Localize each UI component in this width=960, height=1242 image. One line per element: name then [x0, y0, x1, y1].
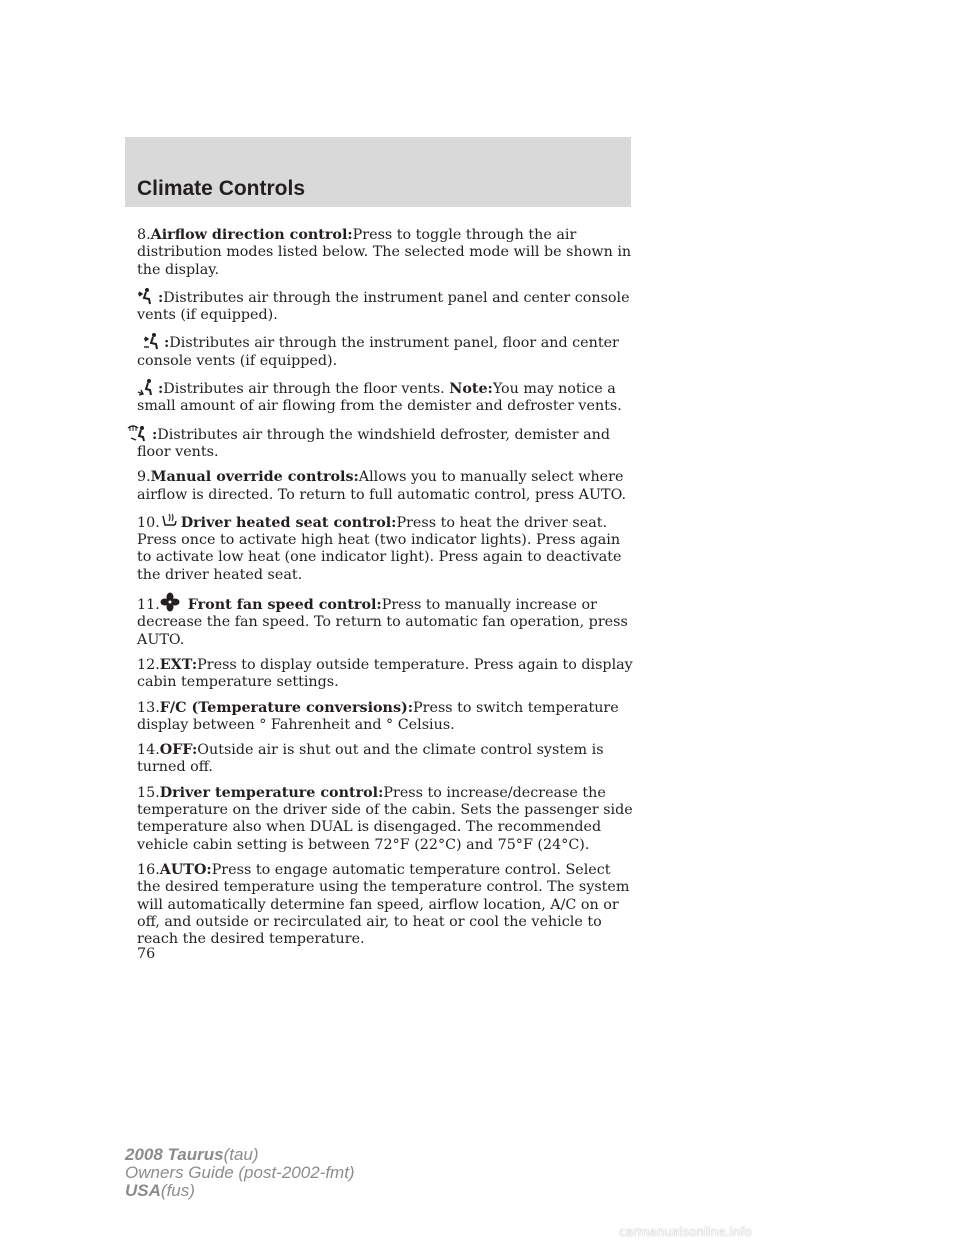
item-text: Outside air is shut out and the climate control system is turned off.: [137, 742, 604, 776]
mode-floor: [137, 378, 633, 416]
item-8: [137, 227, 633, 279]
note-label: Note:: [449, 381, 493, 398]
mode-text: Distributes air through the instrument panel, floor and center console vents (if equipped).: [137, 335, 619, 369]
mode-separator: :: [158, 289, 164, 306]
item-number: 10.: [137, 514, 160, 531]
item-text: Allows you to manually select where airflow is directed. To return to full automatic control, press AUTO.: [137, 469, 626, 503]
mode-separator: :: [158, 381, 164, 398]
item-number: 8.: [137, 227, 151, 243]
item-text: Press to switch temperature display between ° Fahrenheit and ° Celsius.: [137, 699, 619, 733]
page-content: [137, 227, 633, 956]
item-label: Airflow direction control:: [150, 227, 353, 243]
item-text: Press to increase/decrease the temperature on the driver side of the cabin. Sets the passenger side temperature also when DUAL is disengaged. The recommended vehicle cabin setting is between 72°F (22°C) and 75°F (24°C).: [137, 784, 633, 853]
footer-line-3: USA(fus): [125, 1181, 195, 1200]
footer-line-1: 2008 Taurus(tau): [125, 1145, 259, 1164]
item-text: Press to heat the driver seat. Press once to activate high heat (two indicator lights). Press again to activate low heat (one indicator light). Press again to deactivate the driver heated seat.: [137, 514, 622, 583]
item-number: 13.: [137, 699, 160, 716]
mode-text: Distributes air through the instrument panel and center console vents (if equipped).: [137, 289, 630, 324]
mode-panel: [137, 287, 633, 325]
item-label: Driver temperature control:: [159, 784, 384, 801]
item-9: [137, 469, 633, 504]
item-label: EXT:: [159, 656, 198, 673]
document-footer: [125, 1146, 355, 1200]
mode-text: Distributes air through the windshield defroster, demister and floor vents.: [137, 426, 610, 460]
mode-separator: :: [164, 335, 170, 352]
item-label: AUTO:: [159, 861, 212, 878]
item-14: [137, 742, 633, 777]
floor-vent-icon: [137, 378, 155, 396]
panel-vent-icon: [137, 287, 155, 305]
item-11: [137, 592, 633, 649]
mode-panel-floor: [137, 332, 633, 370]
item-label: OFF:: [159, 742, 198, 759]
item-number: 9.: [137, 469, 151, 486]
panel-floor-vent-icon: [143, 332, 161, 350]
item-10: [137, 512, 633, 584]
item-13: [137, 700, 633, 735]
item-label: Driver heated seat control:: [180, 514, 397, 531]
defrost-floor-vent-icon: [127, 424, 149, 442]
item-number: 14.: [137, 742, 160, 759]
item-label: Front fan speed control:: [187, 597, 382, 614]
item-number: 11.: [137, 597, 160, 614]
item-text: Press to engage automatic temperature control. Select the desired temperature using the temperature control. The system will automatically determine fan speed, airflow location, A/C on or off, and outside or recirculated air, to heat or cool the vehicle to reach the desired temperature.: [137, 861, 630, 948]
item-text: Press to toggle through the air distribution modes listed below. The selected mode will be shown in the display.: [137, 227, 632, 278]
item-12: [137, 657, 633, 692]
item-16: [137, 862, 633, 948]
fan-icon: [160, 592, 180, 612]
note-text: You may notice a small amount of air flowing from the demister and defroster vents.: [137, 381, 622, 415]
item-text: Press to display outside temperature. Press again to display cabin temperature settings.: [137, 656, 633, 691]
item-number: 15.: [137, 784, 160, 801]
heated-seat-icon: [160, 512, 178, 530]
item-label: Manual override controls:: [150, 469, 359, 486]
section-title: Climate Controls: [137, 177, 306, 200]
watermark: carmanualsonline.info: [619, 1225, 752, 1239]
footer-line-2: Owners Guide (post-2002-fmt): [125, 1163, 355, 1182]
item-15: [137, 785, 633, 854]
mode-separator: :: [152, 426, 158, 443]
mode-text: Distributes air through the floor vents.: [163, 381, 445, 398]
item-number: 12.: [137, 656, 160, 673]
section-header: [125, 137, 631, 207]
item-number: 16.: [137, 861, 160, 878]
item-text: Press to manually increase or decrease the fan speed. To return to automatic fan operation, press AUTO.: [137, 597, 628, 648]
mode-defrost-floor: [137, 424, 633, 462]
page-number: 76: [137, 946, 156, 962]
item-label: F/C (Temperature conversions):: [159, 699, 414, 716]
